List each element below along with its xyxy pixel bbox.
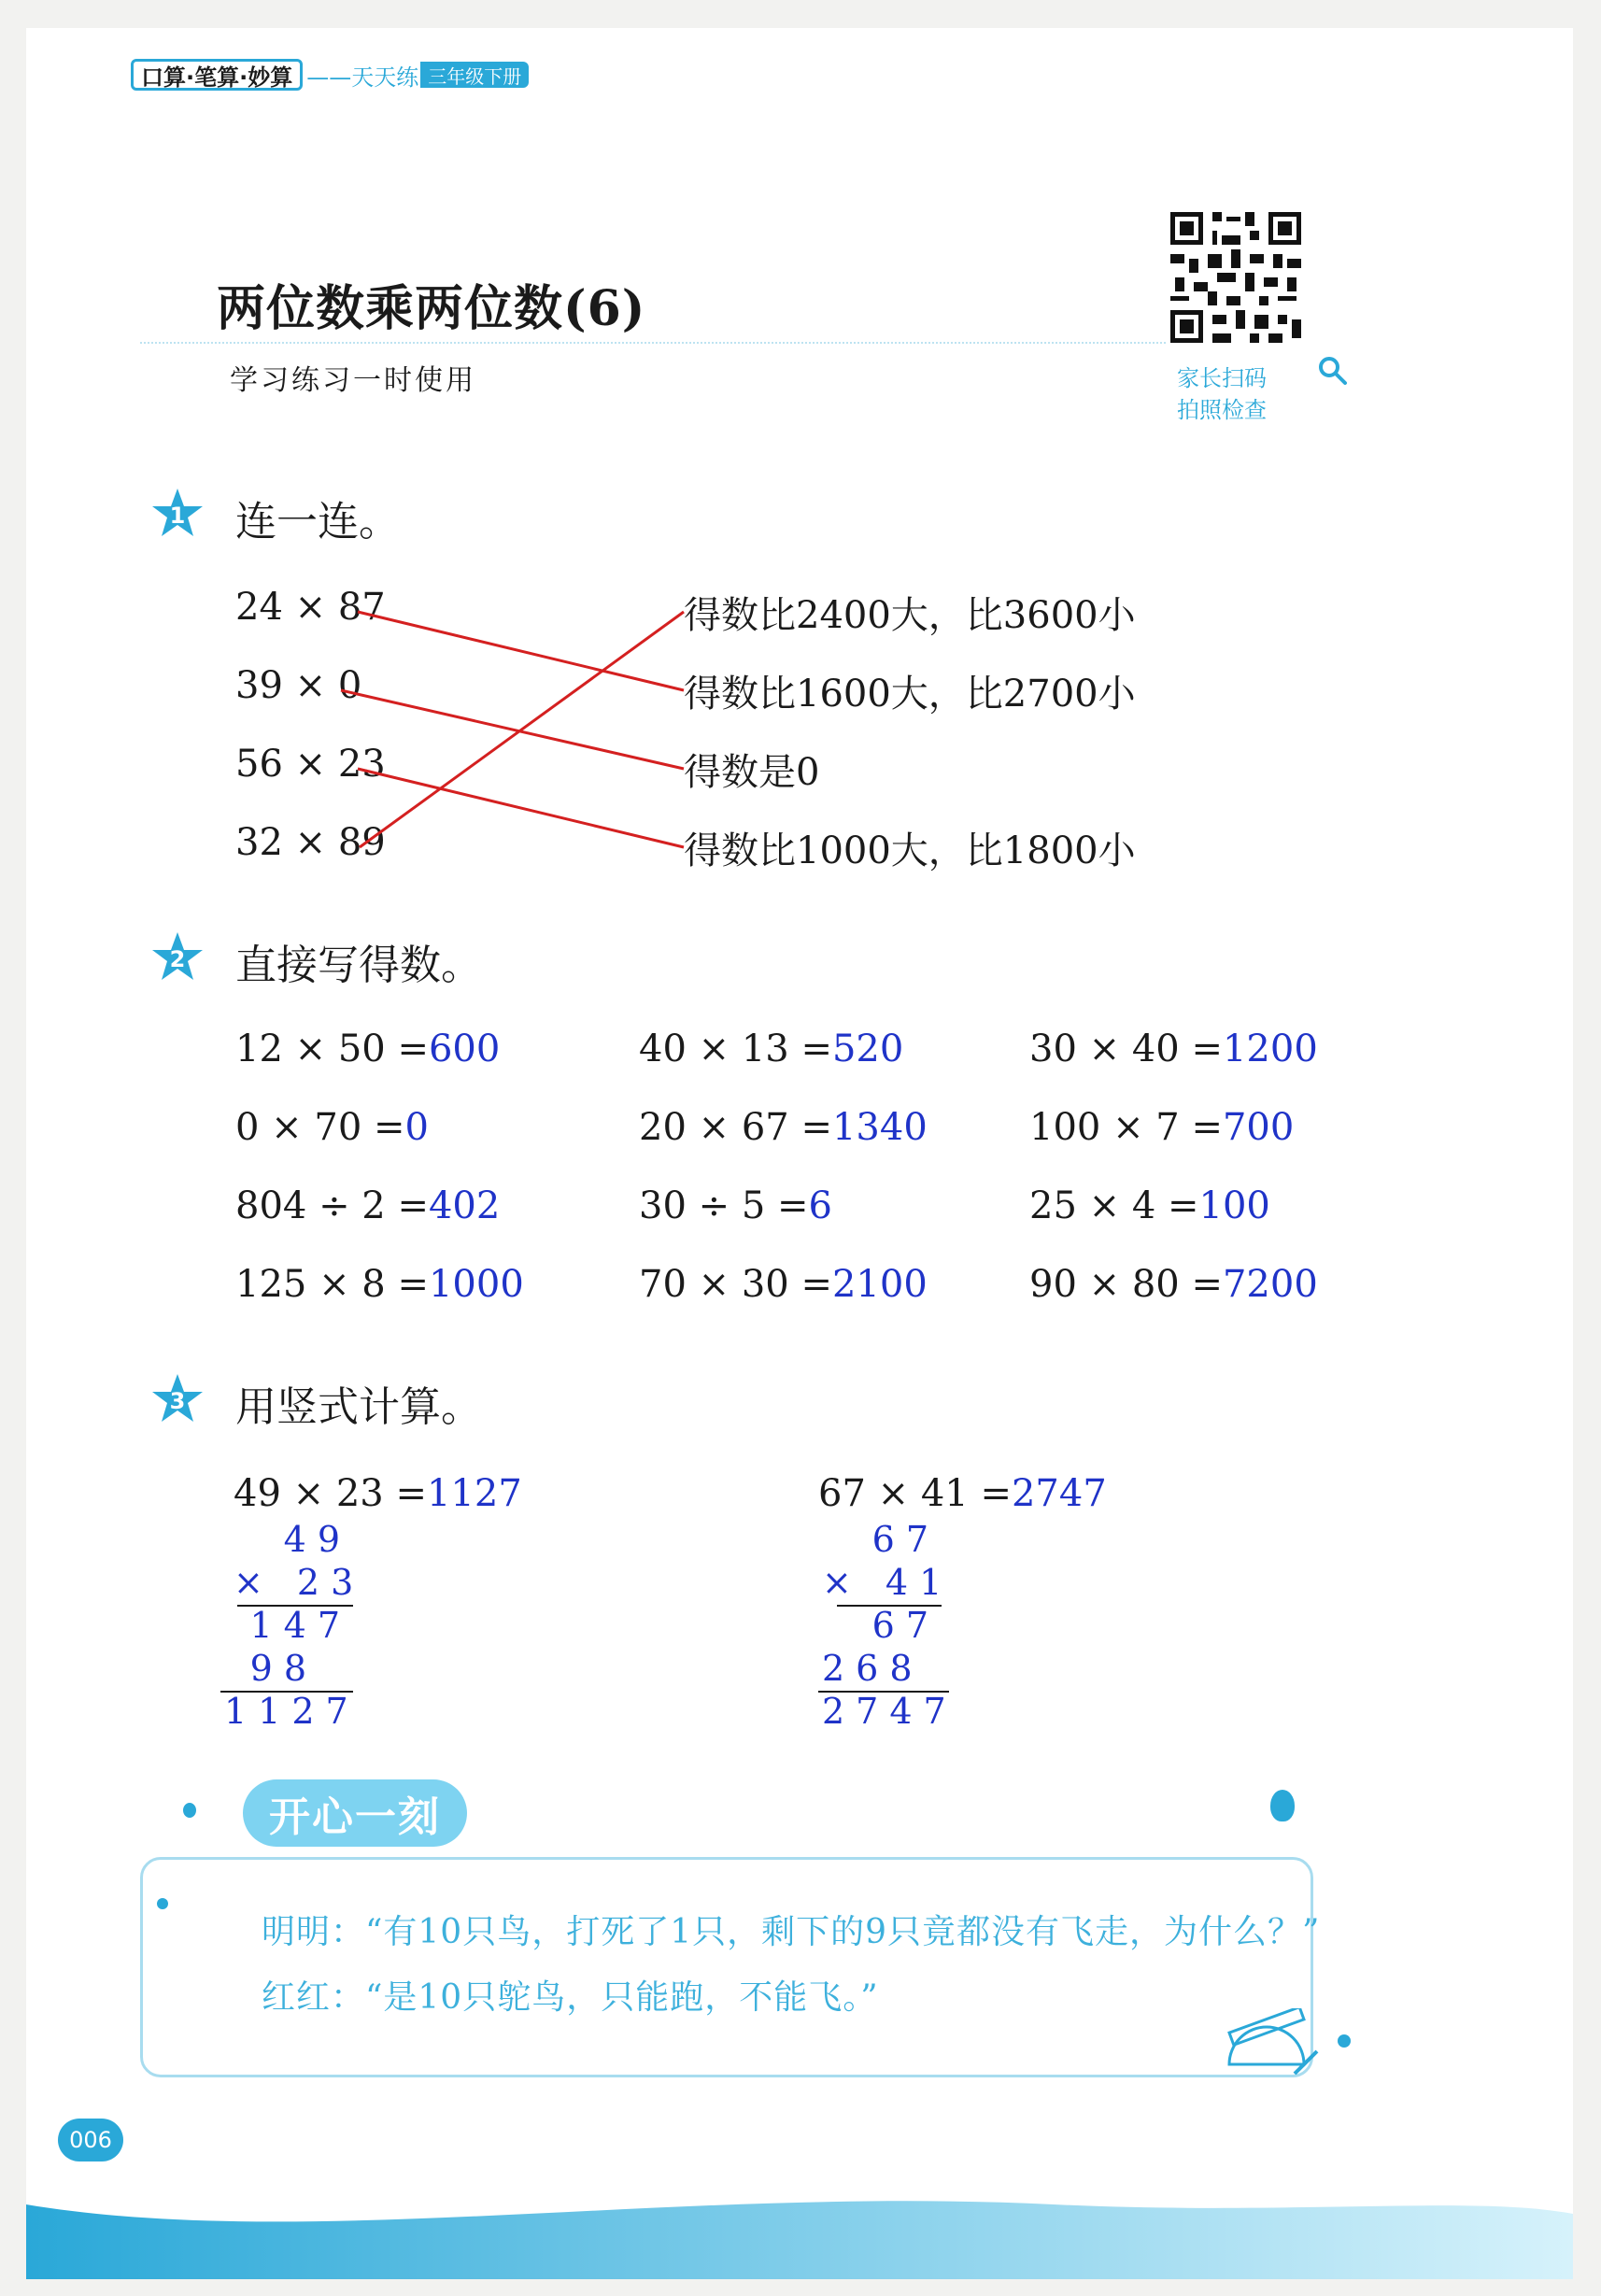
oral-expr: 20 × 67 = xyxy=(639,1106,832,1149)
vertical-answer: 1127 xyxy=(426,1472,522,1515)
vertical-line: × 23 xyxy=(234,1562,365,1603)
vertical-line: × 41 xyxy=(822,1562,954,1603)
page-number: 006 xyxy=(58,2119,123,2161)
vertical-line: 147 xyxy=(249,1605,351,1646)
oral-item-1 xyxy=(235,1028,500,1070)
vertical-line: 98 xyxy=(249,1648,318,1689)
oral-item-8 xyxy=(639,1184,832,1227)
oral-expr: 100 × 7 = xyxy=(1029,1106,1223,1149)
oral-item-5 xyxy=(639,1106,928,1149)
footer-wave xyxy=(26,2176,1573,2279)
match-left-3: 56 × 23 xyxy=(235,743,386,786)
oral-expr: 90 × 80 = xyxy=(1029,1263,1223,1306)
oral-answer: 402 xyxy=(428,1184,501,1227)
oral-item-12 xyxy=(1029,1263,1318,1306)
series-name: 口算·笔算·妙算 xyxy=(141,64,293,91)
question-2-heading: 直接写得数。 xyxy=(235,942,482,989)
qr-caption-line1: 家长扫码 xyxy=(1177,365,1267,391)
decor-dot xyxy=(183,1803,196,1818)
question-1-number: 1 xyxy=(169,503,186,529)
lesson-subtitle: 学习练习一时使用 xyxy=(230,364,476,397)
fun-line-2: 红红：“是10只鸵鸟，只能跑，不能飞。” xyxy=(262,1978,879,2017)
vertical-line: 1127 xyxy=(224,1691,360,1732)
oral-item-4 xyxy=(235,1106,429,1149)
vertical-line: 67 xyxy=(871,1519,940,1560)
oral-answer: 7200 xyxy=(1222,1263,1318,1306)
oral-item-11 xyxy=(639,1263,928,1306)
question-3-heading: 用竖式计算。 xyxy=(235,1383,482,1431)
match-line-2 xyxy=(341,690,684,769)
match-right-3: 得数是0 xyxy=(684,751,820,794)
vertical-expr: 49 × 23 = xyxy=(234,1472,427,1515)
oral-item-6 xyxy=(1029,1106,1294,1149)
oral-answer: 2100 xyxy=(831,1263,928,1306)
match-right-4: 得数比1000大，比1800小 xyxy=(684,829,1136,872)
vertical-answer: 2747 xyxy=(1011,1472,1107,1515)
oral-expr: 30 ÷ 5 = xyxy=(639,1184,809,1227)
match-line-4 xyxy=(360,612,684,847)
grade-label: 三年级下册 xyxy=(420,62,529,88)
match-left-4: 32 × 89 xyxy=(235,821,386,864)
match-line-1 xyxy=(358,612,684,690)
oral-item-9 xyxy=(1029,1184,1270,1227)
question-1-heading: 连一连。 xyxy=(235,498,400,546)
oral-answer: 1000 xyxy=(428,1263,524,1306)
oral-expr: 40 × 13 = xyxy=(639,1028,832,1070)
vertical-line: 49 xyxy=(283,1519,351,1560)
vertical-line: 67 xyxy=(871,1605,940,1646)
oral-item-7 xyxy=(235,1184,500,1227)
fun-box xyxy=(140,1857,1313,2077)
question-2-star-icon xyxy=(149,929,205,985)
oral-answer: 520 xyxy=(831,1028,904,1070)
vertical-expr: 67 × 41 = xyxy=(818,1472,1012,1515)
oral-answer: 1200 xyxy=(1222,1028,1318,1070)
match-line-3 xyxy=(358,769,684,847)
vertical-line: 2747 xyxy=(822,1691,957,1732)
oral-expr: 30 × 40 = xyxy=(1029,1028,1223,1070)
oral-answer: 1340 xyxy=(831,1106,928,1149)
question-2-number: 2 xyxy=(169,946,186,972)
oral-answer: 700 xyxy=(1222,1106,1295,1149)
oral-expr: 125 × 8 = xyxy=(235,1263,429,1306)
ruler-protractor-icon xyxy=(1220,2008,1323,2083)
oral-answer: 0 xyxy=(404,1106,429,1149)
decor-dot xyxy=(157,1898,168,1909)
qr-caption-line2: 拍照检查 xyxy=(1177,397,1267,423)
decor-drop xyxy=(1270,1790,1295,1821)
vertical-problem-1 xyxy=(234,1472,522,1515)
oral-expr: 0 × 70 = xyxy=(235,1106,405,1149)
decor-dot xyxy=(1338,2034,1351,2048)
vertical-problem-2 xyxy=(818,1472,1107,1515)
series-suffix: ——天天练 xyxy=(306,64,419,91)
fun-title: 开心一刻 xyxy=(243,1779,467,1847)
oral-item-2 xyxy=(639,1028,903,1070)
oral-expr: 70 × 30 = xyxy=(639,1263,832,1306)
match-right-1: 得数比2400大，比3600小 xyxy=(684,594,1136,637)
oral-expr: 25 × 4 = xyxy=(1029,1184,1199,1227)
oral-answer: 6 xyxy=(808,1184,832,1227)
oral-item-10 xyxy=(235,1263,524,1306)
oral-answer: 600 xyxy=(428,1028,501,1070)
oral-expr: 12 × 50 = xyxy=(235,1028,429,1070)
question-3-star-icon xyxy=(149,1371,205,1427)
vertical-line: 268 xyxy=(822,1648,924,1689)
fun-line-1: 明明：“有10只鸟，打死了1只，剩下的9只竟都没有飞走，为什么？” xyxy=(262,1913,1321,1951)
oral-item-3 xyxy=(1029,1028,1318,1070)
question-3-number: 3 xyxy=(169,1388,186,1414)
match-right-2: 得数比1600大，比2700小 xyxy=(684,673,1136,716)
match-left-2: 39 × 0 xyxy=(235,664,362,707)
lesson-title: 两位数乘两位数(6) xyxy=(217,280,646,337)
matching-lines xyxy=(0,0,1601,934)
oral-answer: 100 xyxy=(1198,1184,1270,1227)
match-left-1: 24 × 87 xyxy=(235,586,386,629)
oral-expr: 804 ÷ 2 = xyxy=(235,1184,429,1227)
